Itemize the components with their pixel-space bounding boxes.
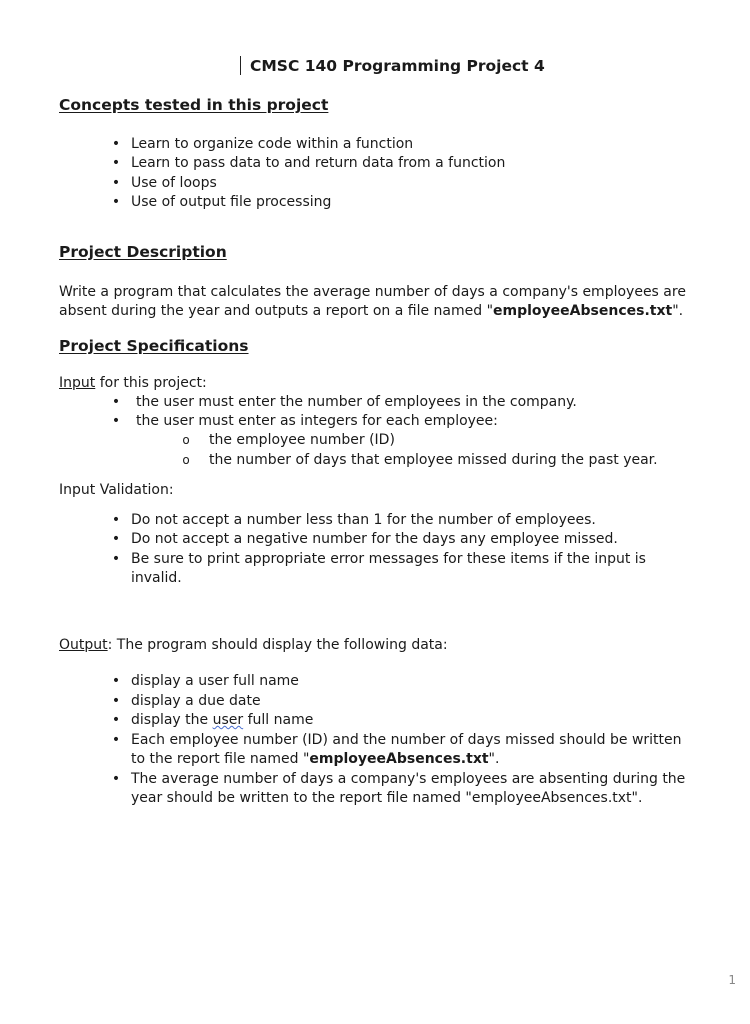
bullet-icon: • [111, 551, 121, 567]
description-heading: Project Description [59, 243, 227, 261]
page-title: CMSC 140 Programming Project 4 [240, 56, 545, 75]
bullet-icon: • [111, 531, 121, 547]
description-line-2: absent during the year and outputs a report on a file named "employeeAbsences.txt". [59, 303, 684, 319]
input-label: Input for this project: [59, 375, 207, 391]
output-item-5-continued: year should be written to the report file named "employeeAbsences.txt". [131, 790, 643, 806]
bullet-icon: • [111, 136, 121, 152]
bullet-icon: • [111, 394, 121, 410]
bullet-icon: • [111, 732, 121, 748]
concepts-heading: Concepts tested in this project [59, 96, 329, 114]
output-item-4-continued: to the report file named "employeeAbsences.txt". [131, 751, 500, 767]
bullet-icon: • [111, 712, 121, 728]
circle-bullet-icon: o [182, 433, 190, 447]
text-cursor [240, 56, 241, 75]
bullet-icon: • [111, 693, 121, 709]
validation-item-3-continued: invalid. [131, 570, 182, 586]
page-number: 1 [728, 973, 736, 987]
validation-label: Input Validation: [59, 482, 174, 498]
circle-bullet-icon: o [182, 453, 190, 467]
bullet-icon: • [111, 771, 121, 787]
description-line-1: Write a program that calculates the average number of days a company's employees are [59, 284, 686, 300]
bullet-icon: • [111, 673, 121, 689]
bullet-icon: • [111, 512, 121, 528]
bullet-icon: • [111, 155, 121, 171]
specs-heading: Project Specifications [59, 337, 249, 355]
bullet-icon: • [111, 413, 121, 429]
bullet-icon: • [111, 194, 121, 210]
bullet-icon: • [111, 175, 121, 191]
output-label: Output: The program should display the following data: [59, 637, 448, 653]
spellcheck-word: user [212, 712, 244, 728]
